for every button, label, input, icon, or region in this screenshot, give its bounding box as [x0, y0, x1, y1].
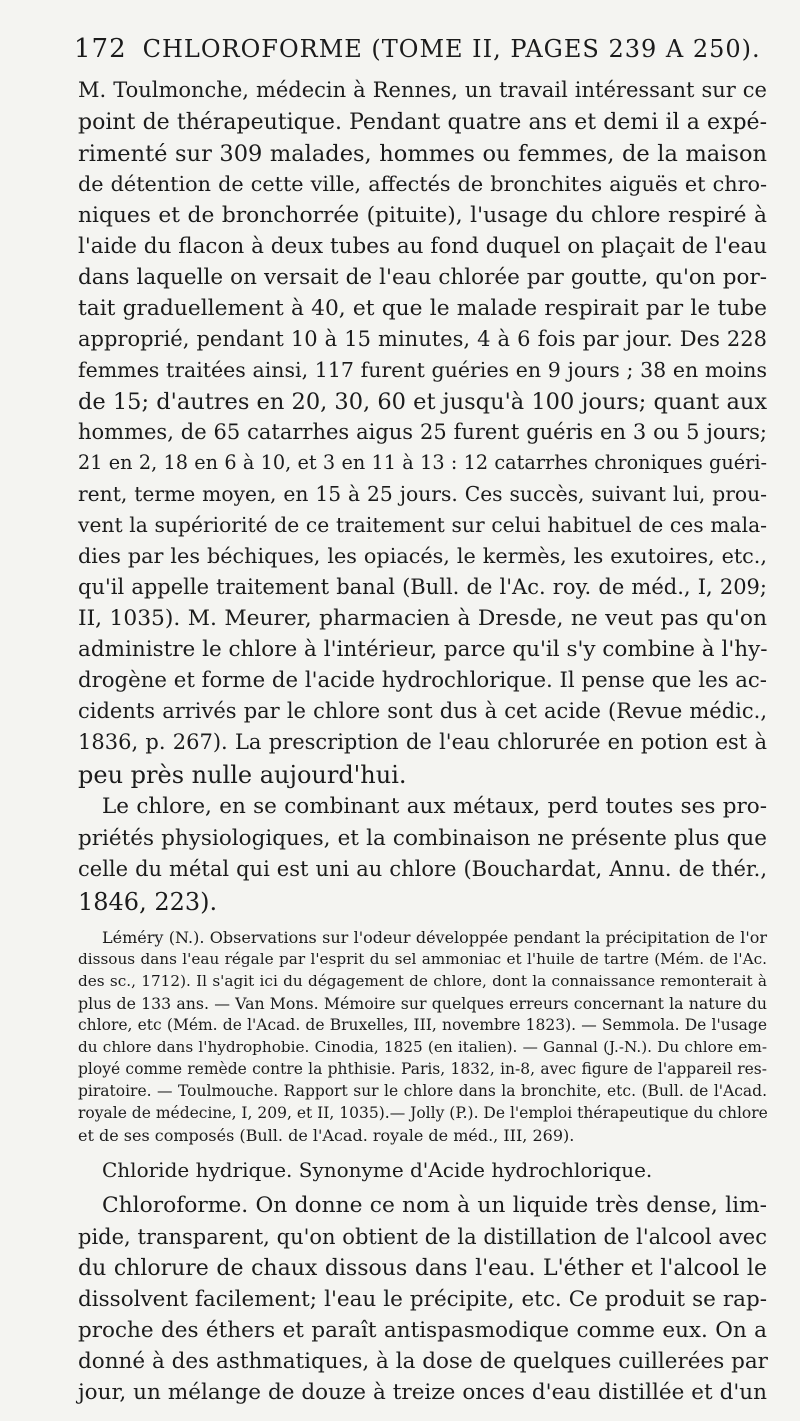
biblio-line: dissous dans l'eau régale par l'esprit du sel ammoniac et l'huile de tartre (Mém. de l'Ac. — [78, 950, 767, 968]
text-line: du chlorure de chaux dissous dans l'eau. L'éther et l'alcool le — [78, 1256, 767, 1281]
text-line: niques et de bronchorrée (pituite), l'usage du chlore respiré à — [78, 203, 767, 228]
biblio-line: et de ses composés (Bull. de l'Acad. royale de méd., III, 269). — [78, 1126, 575, 1145]
text-line: M. Toulmonche, médecin à Rennes, un travail intéressant sur ce — [78, 78, 767, 102]
text-line: vent la supériorité de ce traitement sur celui habituel de ces mala- — [78, 513, 767, 537]
text-line: peu près nulle aujourd'hui. — [78, 761, 407, 789]
text-line: l'aide du flacon à deux tubes au fond duquel on plaçait de l'eau — [78, 234, 768, 259]
text-line: 1836, p. 267). La prescription de l'eau chlorurée en potion est à — [78, 730, 767, 754]
text-line: hommes, de 65 catarrhes aigus 25 furent guéris en 3 ou 5 jours; — [78, 420, 767, 444]
text-line: cidents arrivés par le chlore sont dus à cet acide (Revue médic., — [78, 699, 767, 723]
page-number: 172 — [74, 34, 127, 64]
biblio-line: piratoire. — Toulmouche. Rapport sur le chlore dans la bronchite, etc. (Bull. de l'Acad. — [78, 1082, 767, 1100]
biblio-line: chlore, etc (Mém. de l'Acad. de Bruxelles, III, novembre 1823). — Semmola. De l'usage — [78, 1016, 767, 1034]
entry-chloride-hydrique: Chloride hydrique. Synonyme d'Acide hydrochlorique. — [102, 1158, 653, 1182]
running-header — [74, 34, 761, 64]
text-line: jour, un mélange de douze à treize onces d'eau distillée et d'un — [78, 1380, 767, 1405]
biblio-line: Léméry (N.). Observations sur l'odeur développée pendant la précipitation de l'or — [102, 928, 767, 947]
text-line: dissolvent facilement; l'eau le précipite, etc. Ce produit se rap- — [78, 1287, 767, 1312]
text-line: celle du métal qui est uni au chlore (Bouchardat, Annu. de thér., — [78, 857, 767, 881]
text-line: de 15; d'autres en 20, 30, 60 et jusqu'à 100 jours; quant aux — [78, 389, 768, 415]
biblio-line: plus de 133 ans. — Van Mons. Mémoire sur quelques erreurs concernant la nature du — [78, 994, 767, 1013]
text-line: Le chlore, en se combinant aux métaux, perd toutes ses pro- — [102, 794, 767, 819]
text-line: rimenté sur 309 malades, hommes ou femmes, de la maison — [78, 141, 767, 167]
text-line: tait graduellement à 40, et que le malade respirait par le tube — [78, 296, 767, 321]
text-line: qu'il appelle traitement banal (Bull. de l'Ac. roy. de méd., I, 209; — [78, 575, 767, 599]
text-line: Chloroforme. On donne ce nom à un liquide très dense, lim- — [102, 1193, 767, 1218]
biblio-line: ployé comme remède contre la phthisie. Paris, 1832, in-8, avec figure de l'appareil res- — [78, 1060, 767, 1078]
text-line: femmes traitées ainsi, 117 furent guéries en 9 jours ; 38 en moins — [78, 358, 767, 382]
biblio-line: des sc., 1712). Il s'agit ici du dégagement de chlore, dont la connaissance remonterait à — [78, 972, 767, 990]
text-line: drogène et forme de l'acide hydrochlorique. Il pense que les ac- — [78, 668, 767, 693]
text-line: administre le chlore à l'intérieur, parce qu'il s'y combine à l'hy- — [78, 637, 768, 662]
text-line: rent, terme moyen, en 15 à 25 jours. Ces succès, suivant lui, prou- — [78, 482, 767, 506]
text-line: donné à des asthmatiques, à la dose de quelques cuillerées par — [78, 1349, 768, 1374]
text-line: priétés physiologiques, et la combinaison ne présente plus que — [78, 826, 767, 851]
text-line: approprié, pendant 10 à 15 minutes, 4 à 6 fois par jour. Des 228 — [78, 327, 767, 351]
biblio-line: royale de médecine, I, 209, et II, 1035).— Jolly (P.). De l'emploi thérapeutique du chlore — [78, 1104, 768, 1122]
text-line: dans laquelle on versait de l'eau chlorée par goutte, qu'on por- — [78, 265, 767, 290]
text-line: pide, transparent, qu'on obtient de la distillation de l'alcool avec — [78, 1225, 767, 1249]
text-line: point de thérapeutique. Pendant quatre ans et demi il a expé- — [78, 110, 767, 135]
header-title: CHLOROFORME (TOME II, PAGES 239 A 250). — [142, 35, 761, 63]
text-line: dies par les béchiques, les opiacés, le kermès, les exutoires, etc., — [78, 544, 767, 568]
text-line: II, 1035). M. Meurer, pharmacien à Dresde, ne veut pas qu'on — [78, 606, 767, 631]
text-line: 1846, 223). — [78, 888, 218, 916]
biblio-line: du chlore dans l'hydrophobie. Cinodia, 1825 (en italien). — Gannal (J.-N.). Du chlore em- — [78, 1038, 767, 1056]
text-line: proche des éthers et paraît antispasmodique comme eux. On a — [78, 1318, 767, 1343]
text-line: 21 en 2, 18 en 6 à 10, et 3 en 11 à 13 : 12 catarrhes chroniques guéri- — [78, 451, 767, 474]
text-line: de détention de cette ville, affectés de bronchites aiguës et chro- — [78, 172, 767, 196]
